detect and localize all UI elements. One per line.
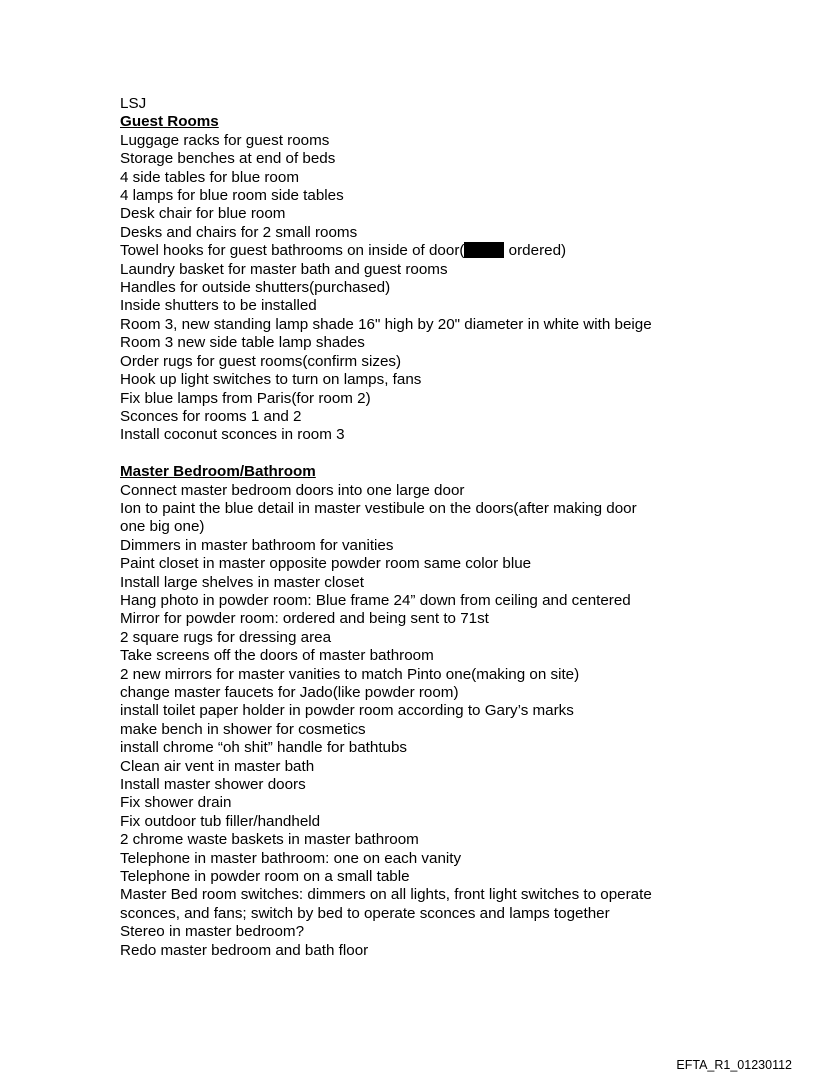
document-header: LSJ (120, 95, 147, 112)
list-item: Stereo in master bedroom? (120, 923, 305, 941)
document-body (120, 95, 720, 960)
list-item: Fix outdoor tub filler/handheld (120, 812, 321, 830)
list-item: 2 chrome waste baskets in master bathroom (120, 831, 419, 849)
list-item: Fix blue lamps from Paris(for room 2) (120, 389, 371, 407)
list-item: 2 new mirrors for master vanities to match Pinto one(making on site) (120, 665, 580, 683)
list-item: Luggage racks for guest rooms (120, 131, 330, 149)
list-item: Paint closet in master opposite powder room same color blue (120, 555, 532, 573)
guest-rooms-heading: Guest Rooms (120, 113, 219, 131)
list-item: Desks and chairs for 2 small rooms (120, 223, 358, 241)
list-item: Fix shower drain (120, 794, 232, 812)
list-item: sconces, and fans; switch by bed to operate sconces and lamps together (120, 904, 610, 922)
list-item: Take screens off the doors of master bathroom (120, 647, 434, 665)
list-item: Install large shelves in master closet (120, 573, 364, 591)
list-item: change master faucets for Jado(like powder room) (120, 683, 459, 701)
list-item: Telephone in powder room on a small table (120, 868, 410, 886)
list-item: 2 square rugs for dressing area (120, 628, 332, 646)
guest-rooms-list (120, 132, 720, 242)
list-item: Laundry basket for master bath and guest rooms (120, 260, 448, 278)
list-item: Redo master bedroom and bath floor (120, 941, 369, 959)
list-item: Hang photo in powder room: Blue frame 24” down from ceiling and centered (120, 591, 631, 609)
list-item: Room 3, new standing lamp shade 16" high by 20" diameter in white with beige (120, 315, 652, 333)
list-item: Desk chair for blue room (120, 205, 286, 223)
towel-hooks-text: Towel hooks for guest bathrooms on inside of door( (120, 242, 465, 260)
document-id-footer: EFTA_R1_01230112 (676, 1058, 792, 1072)
list-item: Ion to paint the blue detail in master vestibule on the doors(after making door (120, 499, 637, 517)
list-item: Inside shutters to be installed (120, 297, 317, 315)
list-item: Sconces for rooms 1 and 2 (120, 407, 302, 425)
section-spacer (120, 445, 720, 463)
list-item: one big one) (120, 518, 205, 536)
redaction-block (464, 242, 504, 258)
towel-hooks-line (120, 242, 720, 260)
list-item: Room 3 new side table lamp shades (120, 334, 365, 352)
list-item: Hook up light switches to turn on lamps, fans (120, 371, 422, 389)
towel-hooks-text-end: ordered) (504, 242, 567, 260)
list-item: Connect master bedroom doors into one large door (120, 481, 465, 499)
master-heading: Master Bedroom/Bathroom (120, 463, 316, 481)
list-item: 4 side tables for blue room (120, 168, 299, 186)
list-item: Storage benches at end of beds (120, 150, 336, 168)
list-item: make bench in shower for cosmetics (120, 720, 366, 738)
list-item: Install master shower doors (120, 776, 306, 794)
list-item: Telephone in master bathroom: one on each vanity (120, 849, 462, 867)
list-item: 4 lamps for blue room side tables (120, 187, 344, 205)
list-item: Dimmers in master bathroom for vanities (120, 536, 394, 554)
guest-rooms-list-continued (120, 261, 720, 445)
list-item: Clean air vent in master bath (120, 757, 315, 775)
list-item: Mirror for powder room: ordered and being sent to 71st (120, 610, 489, 628)
list-item: Handles for outside shutters(purchased) (120, 279, 391, 297)
list-item: Master Bed room switches: dimmers on all lights, front light switches to operate (120, 886, 652, 904)
list-item: Install coconut sconces in room 3 (120, 426, 345, 444)
list-item: install toilet paper holder in powder room according to Gary’s marks (120, 702, 574, 720)
list-item: install chrome “oh shit” handle for bathtubs (120, 739, 408, 757)
list-item: Order rugs for guest rooms(confirm sizes) (120, 352, 402, 370)
master-list (120, 482, 720, 961)
